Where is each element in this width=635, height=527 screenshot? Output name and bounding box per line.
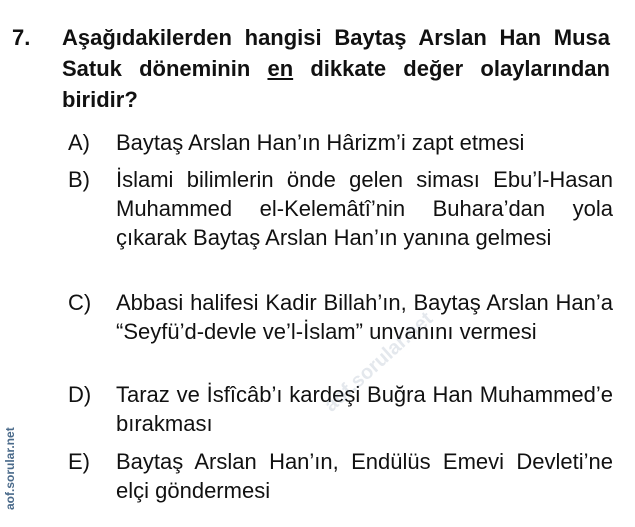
question-stem-start: Aşağıdakilerden hangisi Baytaş Arslan Han Musa Satuk döneminin xyxy=(62,25,610,81)
option-d-text: Taraz ve İsfîcâb’ı kardeşi Buğra Han Muhammed’e bırakması xyxy=(116,382,613,436)
option-a-text: Baytaş Arslan Han’ın Hârizm’i zapt etmesi xyxy=(116,130,525,155)
option-d-letter: D) xyxy=(68,382,92,407)
option-e-letter: E) xyxy=(68,449,90,474)
center-watermark: aof.sorular.net xyxy=(320,307,438,417)
option-c[interactable] xyxy=(68,288,613,346)
option-a-letter: A) xyxy=(68,130,90,155)
option-b-letter: B) xyxy=(68,167,90,192)
side-watermark: aof.sorular.net xyxy=(3,427,17,510)
option-e-text: Baytaş Arslan Han’ın, Endülüs Emevi Devleti’ne elçi göndermesi xyxy=(116,449,613,503)
question-stem-emphasis: en xyxy=(267,56,294,81)
option-a[interactable] xyxy=(68,128,613,157)
question-stem-end: dikkate değer olaylarından biridir? xyxy=(62,56,610,112)
option-e[interactable] xyxy=(68,447,613,505)
option-b-text: İslami bilimlerin önde gelen siması Ebu’l-Hasan Muhammed el-Kelemâtî’nin Buhara’dan yola çıkarak Baytaş Arslan Han’ın yanına gelmesi xyxy=(116,167,613,250)
question-stem xyxy=(62,22,610,115)
option-c-letter: C) xyxy=(68,290,92,315)
option-c-text: Abbasi halifesi Kadir Billah’ın, Baytaş Arslan Han’a “Seyfü’d-devle ve’l-İslam” unvanını vermesi xyxy=(116,290,613,344)
question-number: 7. xyxy=(12,25,31,50)
option-b[interactable] xyxy=(68,165,613,252)
